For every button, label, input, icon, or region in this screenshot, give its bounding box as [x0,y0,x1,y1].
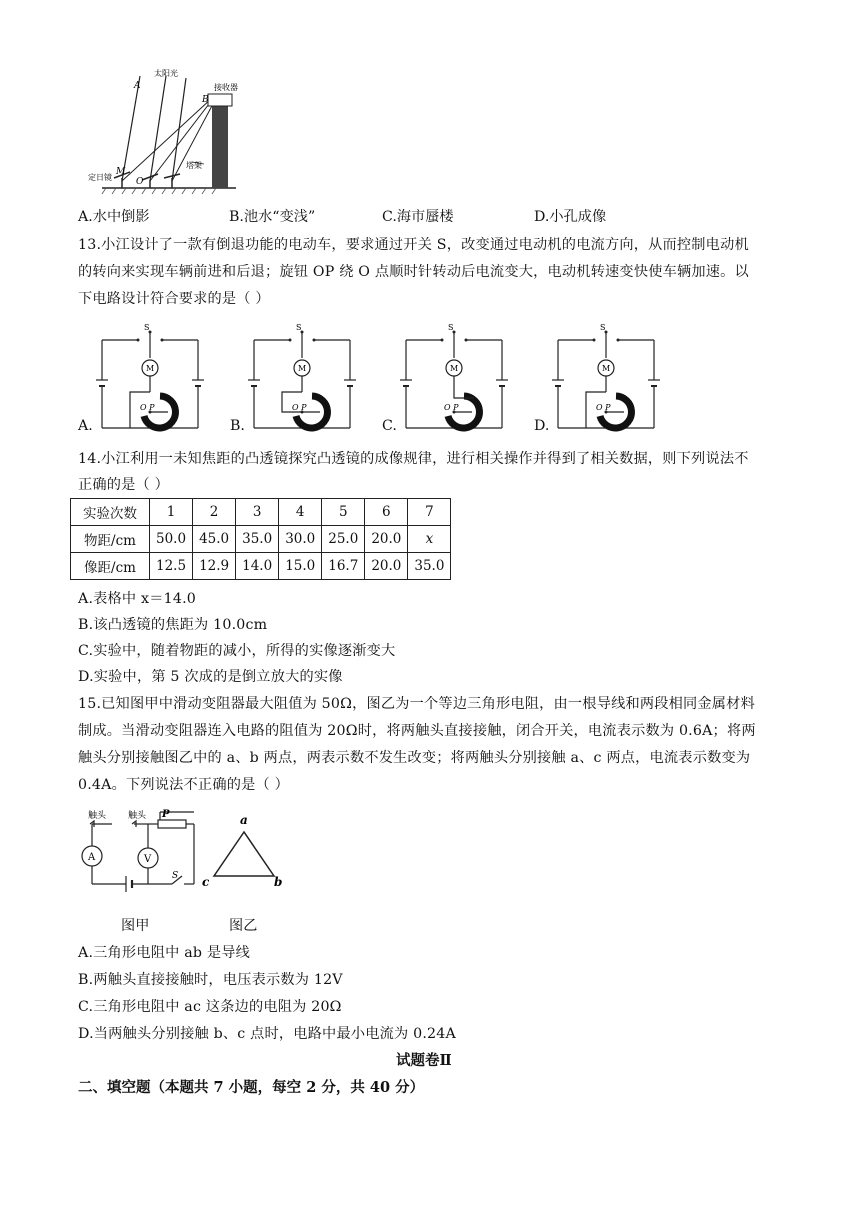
ammeter-label: A [88,852,96,863]
table-cell: 14.0 [236,553,279,580]
q13-circuits [78,318,678,436]
caption-jia: 图甲 [121,918,150,934]
vertex-c-label: c [202,875,210,889]
vertex-b-label: b [274,875,283,889]
table-header-cell: 7 [408,499,451,526]
table-cell: 20.0 [365,553,408,580]
table-cell: 35.0 [236,526,279,553]
q13-stem-line-3: 下电路设计符合要求的是（ ） [78,291,270,307]
contact-2-label: 触头 [128,811,147,821]
table-cell: 16.7 [322,553,365,580]
table-header-cell: 2 [193,499,236,526]
table-header-cell: 6 [365,499,408,526]
circuit-c-op-label: O P [444,403,459,412]
q12-option-c: C.海市蜃楼 [382,209,454,225]
q15-figure-jia [76,806,212,898]
slider-p-label: P [162,809,170,820]
q14-option-a: A.表格中 x＝14.0 [78,591,197,607]
circuit-b-switch-label: S [296,323,302,332]
q14-option-c: C.实验中，随着物距的减小，所得的实像逐渐变大 [78,643,396,659]
heliostat-label: 定日镜 [88,173,112,182]
tower-label: 塔架 [186,161,202,170]
voltmeter-label: V [144,854,152,865]
circuit-b-op-label: O P [292,403,307,412]
receiver-label: 接收器 [214,83,238,92]
circuit-c-motor-label: M [450,364,459,373]
point-m-label: M [116,167,126,177]
table-header-cell: 4 [279,499,322,526]
table-cell: 12.5 [150,553,193,580]
q12-option-b: B.池水“变浅” [229,209,316,225]
switch-s-label: S [172,871,179,881]
circuit-d-switch-label: S [600,323,606,332]
q14-data-table [70,498,451,580]
circuit-a-motor-label: M [146,364,155,373]
q15-stem-line-4: 0.4A。下列说法不正确的是（ ） [78,777,289,793]
table-cell: 12.9 [193,553,236,580]
table-cell: 像距/cm [71,553,150,580]
q13-option-b: B. [230,418,245,434]
q12-option-a: A.水中倒影 [78,209,150,225]
q15-stem-line-1: 15.已知图甲中滑动变阻器最大阻值为 50Ω，图乙为一个等边三角形电阻，由一根导线和两段相同金属材料 [78,696,755,712]
caption-yi: 图乙 [229,918,258,934]
table-cell: 35.0 [408,553,451,580]
table-cell: 30.0 [279,526,322,553]
table-cell: x [408,526,451,553]
table-cell: 15.0 [279,553,322,580]
q15-option-b: B.两触头直接接触时，电压表示数为 12V [78,972,343,988]
table-header-cell: 3 [236,499,279,526]
volume-title: 试题卷Ⅱ [396,1052,452,1069]
table-row [71,553,451,580]
circuit-a-op-label: O P [140,403,155,412]
circuit-b-motor-label: M [298,364,307,373]
table-cell: 50.0 [150,526,193,553]
q13-option-d: D. [534,418,550,434]
table-cell: 45.0 [193,526,236,553]
table-cell: 25.0 [322,526,365,553]
vertex-a-label: a [240,813,248,827]
q13-option-a: A. [78,418,93,434]
section-heading: 二、填空题（本题共 7 小题，每空 2 分，共 40 分） [78,1079,425,1096]
q15-stem-line-3: 触头分别接触图乙中的 a、b 两点，两表示数不发生改变；将两触头分别接触 a、c 两点，电流表示数变为 [78,750,751,766]
q14-stem-line-2: 正确的是（ ） [78,477,170,493]
q13-stem-line-1: 13.小江设计了一款有倒退功能的电动车，要求通过开关 S，改变通过电动机的电流方向，从而控制电动机 [78,237,749,253]
q15-stem-line-2: 制成。当滑动变阻器连入电路的阻值为 20Ω时，将两触头直接接触，闭合开关，电流表示数为 0.6A；将两 [78,723,756,739]
point-b-label: B [202,95,209,105]
q15-figure-yi [200,810,286,892]
q15-option-a: A.三角形电阻中 ab 是导线 [78,945,251,961]
q14-stem-line-1: 14.小江利用一未知焦距的凸透镜探究凸透镜的成像规律，进行相关操作并得到了相关数据，则下列说法不 [78,451,749,467]
circuit-d-motor-label: M [602,364,611,373]
q13-option-c: C. [382,418,397,434]
table-header-cell: 5 [322,499,365,526]
table-cell: 物距/cm [71,526,150,553]
q13-stem-line-2: 的转向来实现车辆前进和后退；旋钮 OP 绕 O 点顺时针转动后电流变大，电动机转速变快使车辆加速。以 [78,264,749,280]
q12-option-d: D.小孔成像 [534,209,607,225]
table-cell: 20.0 [365,526,408,553]
circuit-a-switch-label: S [144,323,150,332]
q15-option-d: D.当两触头分别接触 b、c 点时，电路中最小电流为 0.24A [78,1026,456,1042]
q14-option-d: D.实验中，第 5 次成的是倒立放大的实像 [78,669,343,685]
point-o-label: O [136,177,144,187]
sunlight-label: 太阳光 [154,69,178,78]
q15-option-c: C.三角形电阻中 ac 这条边的电阻为 20Ω [78,999,342,1015]
circuit-c-switch-label: S [448,323,454,332]
contact-1-label: 触头 [88,811,107,821]
table-row [71,499,451,526]
solar-tower-figure [84,66,254,196]
ray-a-label: A [134,81,141,91]
table-header-cell: 实验次数 [71,499,150,526]
table-header-cell: 1 [150,499,193,526]
table-row [71,526,451,553]
q14-option-b: B.该凸透镜的焦距为 10.0cm [78,617,268,633]
circuit-d-op-label: O P [596,403,611,412]
